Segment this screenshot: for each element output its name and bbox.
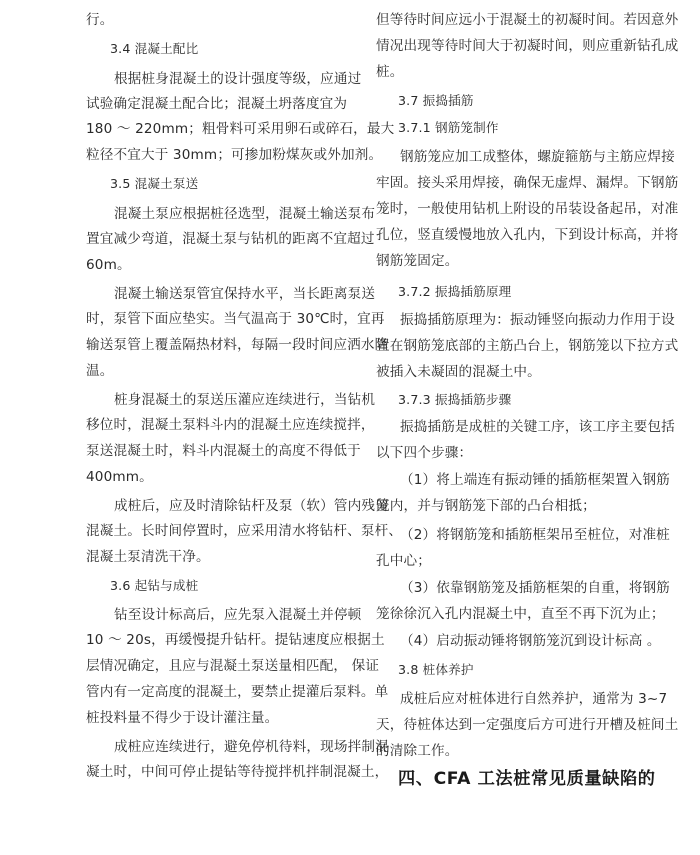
body-line: 输送泵管上覆盖隔热材料，每隔一段时间应洒水降 — [86, 337, 389, 353]
body-line: 钢筋笼固定。 — [376, 253, 459, 269]
body-line: 置宜减少弯道，混凝土泵与钻机的距离不宜超过 — [86, 231, 375, 247]
body-line: 天，待桩体达到一定强度后方可进行开槽及桩间土 — [376, 717, 679, 733]
body-line: 钻至设计标高后，应先泵入混凝土并停顿 — [114, 607, 362, 623]
body-line: 混凝土。长时间停置时，应采用清水将钻杆、泵杆、 — [86, 523, 403, 539]
body-line: 层情况确定，且应与混凝土泵送量相匹配， 保证 — [86, 658, 380, 674]
section-heading-3-8: 3.8 桩体养护 — [398, 662, 474, 677]
subsection-heading-3-7-1: 3.7.1 钢筋笼制作 — [398, 120, 499, 135]
body-line: 牢固。接头采用焊接，确保无虚焊、漏焊。下钢筋 — [376, 175, 679, 191]
step-item-2: （2）将钢筋笼和插筋框架吊至桩位，对准桩 — [400, 527, 670, 543]
body-line: 时，泵管下面应垫实。当气温高于 30℃时，宜再 — [86, 311, 385, 327]
chapter-heading: 四、CFA 工法桩常见质量缺陷的 — [398, 769, 656, 789]
body-line: 混凝土泵清洗干净。 — [86, 549, 210, 565]
body-line: 桩。 — [376, 64, 404, 80]
body-line: 情况出现等待时间大于初凝时间，则应重新钻孔成 — [376, 38, 679, 54]
body-line: 180 ～ 220mm；粗骨料可采用卵石或碎石，最大 — [86, 121, 395, 137]
step-item-4: （4）启动振动锤将钢筋笼沉到设计标高 。 — [400, 633, 661, 649]
step-item-3: （3）依靠钢筋笼及插筋框架的自重，将钢筋 — [400, 580, 670, 596]
body-line: 10 ～ 20s，再缓慢提升钻杆。提钻速度应根据土 — [86, 632, 385, 648]
body-line: 混凝土泵应根据桩径选型，混凝土输送泵布 — [114, 206, 376, 222]
body-line: 粒径不宜大于 30mm；可掺加粉煤灰或外加剂。 — [86, 147, 383, 163]
body-line: 置在钢筋笼底部的主筋凸台上，钢筋笼以下拉方式 — [376, 338, 679, 354]
section-heading-3-7: 3.7 振捣插筋 — [398, 93, 474, 108]
body-line: 400mm。 — [86, 469, 153, 485]
body-line: 根据桩身混凝土的设计强度等级，应通过 — [114, 71, 362, 87]
body-line: 桩身混凝土的泵送压灌应连续进行，当钻机 — [114, 392, 376, 408]
body-line: 钢筋笼应加工成整体，螺旋箍筋与主筋应焊接 — [400, 149, 675, 165]
body-line: 笼徐徐沉入孔内混凝土中，直至不再下沉为止； — [376, 606, 665, 622]
section-heading-3-4: 3.4 混凝土配比 — [110, 41, 199, 56]
body-line: 笼时，一般使用钻机上附设的吊装设备起吊，对准 — [376, 201, 679, 217]
body-line: 桩投料量不得少于设计灌注量。 — [86, 710, 279, 726]
body-line: 移位时，混凝土泵料斗内的混凝土应连续搅拌， — [86, 417, 375, 433]
body-line: 孔位，竖直缓慢地放入孔内，下到设计标高，并将 — [376, 227, 679, 243]
body-line: 泵送混凝土时，料斗内混凝土的高度不得低于 — [86, 443, 361, 459]
body-line: 被插入未凝固的混凝土中。 — [376, 364, 541, 380]
body-line: 振捣插筋原理为：振动锤竖向振动力作用于设 — [400, 312, 675, 328]
body-line: 凝土时，中间可停止提钻等待搅拌机拌制混凝土， — [86, 764, 389, 780]
body-line: 行。 — [86, 12, 114, 28]
body-line: 但等待时间应远小于混凝土的初凝时间。若因意外 — [376, 12, 679, 28]
body-line: 成桩后，应及时清除钻杆及泵（软）管内残留 — [114, 498, 389, 514]
body-line: 温。 — [86, 363, 114, 379]
body-line: 混凝土输送泵管宜保持水平，当长距离泵送 — [114, 286, 376, 302]
body-line: 成桩应连续进行，避免停机待料，现场拌制混 — [114, 739, 389, 755]
subsection-heading-3-7-2: 3.7.2 振捣插筋原理 — [398, 284, 512, 299]
body-line: 以下四个步骤： — [376, 445, 473, 461]
step-item-1: （1）将上端连有振动锤的插筋框架置入钢筋 — [400, 472, 670, 488]
body-line: 试验确定混凝土配合比；混凝土坍落度宜为 — [86, 96, 348, 112]
section-heading-3-5: 3.5 混凝土泵送 — [110, 176, 199, 191]
body-line: 管内有一定高度的混凝土，要禁止提灌后泵料。单 — [86, 684, 389, 700]
body-line: 的清除工作。 — [376, 743, 459, 759]
body-line: 成桩后应对桩体进行自然养护，通常为 3~7 — [400, 691, 668, 707]
section-heading-3-6: 3.6 起钻与成桩 — [110, 578, 199, 593]
body-line: 振捣插筋是成桩的关键工序，该工序主要包括 — [400, 419, 675, 435]
body-line: 孔中心； — [376, 553, 431, 569]
body-line: 60m。 — [86, 257, 131, 273]
body-line: 笼内，并与钢筋笼下部的凸台相抵； — [376, 498, 596, 514]
subsection-heading-3-7-3: 3.7.3 振捣插筋步骤 — [398, 392, 512, 407]
